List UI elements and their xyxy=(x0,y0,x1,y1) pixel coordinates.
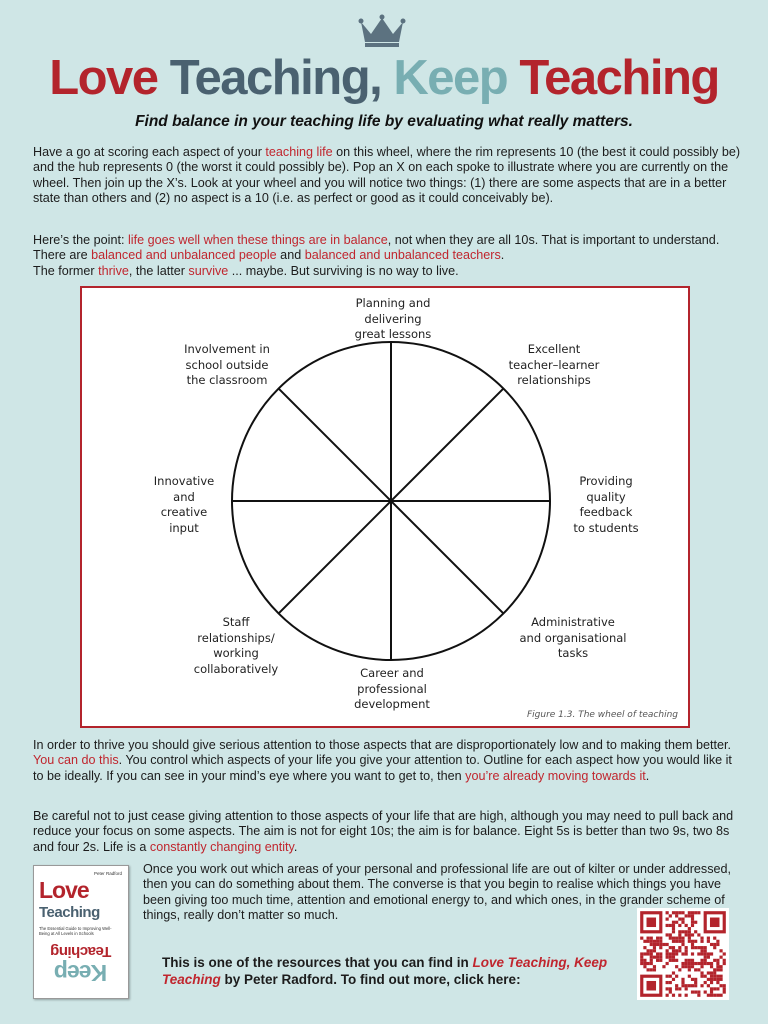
text: This is one of the resources that you can find in xyxy=(162,955,473,970)
book-cover-keep-teaching xyxy=(38,940,124,984)
highlight-you-can-do-this: You can do this xyxy=(33,753,119,768)
book-cover-teaching-2: Teaching xyxy=(50,943,112,960)
highlight-survive: survive xyxy=(188,263,229,278)
book-cover-keep: Keep xyxy=(54,960,108,986)
highlight-balanced-people: balanced and unbalanced people xyxy=(91,248,277,263)
spoke-label-administrative: Administrative and organisational tasks xyxy=(519,615,627,660)
body-paragraph-careful xyxy=(33,809,743,855)
body-paragraph-kilter: Once you work out which areas of your personal and professional life are out of kilter or under addressed, then you can do something about them. The converse is that you begin to realise which things you have been giving too much time, attention and emotional energy to, and which ones, in the grander scheme of things, really don’t matter so much. xyxy=(143,862,732,922)
text: In order to thrive you should give serious attention to those aspects that are disproportionately low and to making them better. xyxy=(33,738,731,752)
title-keep: Keep xyxy=(393,51,508,105)
text: . xyxy=(500,248,505,263)
text: and xyxy=(276,248,305,263)
book-cover-image[interactable] xyxy=(33,865,129,999)
body-paragraph-thrive xyxy=(33,738,743,784)
book-cover-subtitle: The Essential Guide to Improving Well-Being at All Levels in Schools xyxy=(39,926,112,936)
wheel-of-teaching-figure xyxy=(80,286,690,728)
text: , the latter xyxy=(128,263,189,278)
spoke-label-staff: Staff relationships/ working collaboratively xyxy=(193,615,279,676)
book-cover-teaching: Teaching xyxy=(39,904,100,921)
spoke-label-planning: Planning and delivering great lessons xyxy=(354,296,432,341)
highlight-thrive: thrive xyxy=(98,263,129,278)
subtitle: Find balance in your teaching life by evaluating what really matters. xyxy=(135,113,633,130)
text: on this wheel, where the rim represents 10 (the best it could possibly be) and the hub represents 0 (the worst it could possibly be). Pop an X on each spoke to illustrate where you are currently on the wheel. Then join up the X’s. Look at your wheel and you will notice two things: (1) there are some aspects that are in a better state than others and (2) no aspect is a 10 (i.e. as perfect or good as it could conceivably be). xyxy=(33,145,741,205)
book-author: Peter Radford xyxy=(93,871,122,876)
spoke-label-career: Career and professional development xyxy=(354,666,430,711)
wheel-spokes xyxy=(232,342,550,660)
book-title-link[interactable]: Love Teaching, Keep Teaching xyxy=(162,955,608,987)
text: ... maybe. But surviving is no way to live. xyxy=(228,263,459,278)
spoke-label-involvement: Involvement in school outside the classroom xyxy=(184,342,270,387)
resource-link-text[interactable] xyxy=(162,955,632,988)
book-cover-love: Love xyxy=(39,877,89,903)
text: Here’s the point: xyxy=(33,233,128,247)
spoke-label-innovative: Innovative and creative input xyxy=(153,474,215,535)
crown-icon xyxy=(357,14,407,48)
qr-code-icon[interactable] xyxy=(637,908,729,1000)
text: . xyxy=(645,768,650,783)
intro-paragraph-1 xyxy=(33,145,743,206)
highlight-balanced-teachers: balanced and unbalanced teachers xyxy=(304,248,501,263)
text: The former xyxy=(33,263,99,278)
text: . xyxy=(293,839,298,854)
figure-caption: Figure 1.3. The wheel of teaching xyxy=(526,710,678,720)
text: , not when they are all 10s. That is important to understand. There are xyxy=(33,233,720,263)
title-love: Love xyxy=(49,51,158,105)
highlight-balance: life goes well when these things are in balance xyxy=(127,233,388,247)
highlight-teaching-life: teaching life xyxy=(265,145,333,159)
title-teaching: Teaching, xyxy=(169,51,382,105)
title-teaching-2: Teaching xyxy=(519,51,719,105)
spoke-label-feedback: Providing quality feedback to students xyxy=(573,474,639,535)
text: by Peter Radford. To find out more, click here: xyxy=(220,971,521,987)
page-title xyxy=(0,48,768,108)
highlight-moving-towards: you’re already moving towards it xyxy=(465,768,646,783)
text: . You control which aspects of your life you give your attention to. Outline for each aspect how you would like it to be ideally. If you can see in your mind’s eye where you want to get to, then xyxy=(33,753,732,783)
intro-paragraph-2 xyxy=(33,233,743,279)
text: Be careful not to just cease giving attention to those aspects of your life that are high, although you may need to pull back and reduce your focus on some aspects. The aim is not for eight 10s; the aim is for balance. Eight 5s is better than two 9s, two 8s and four 2s. Life is a xyxy=(33,809,734,854)
text: Have a go at scoring each aspect of your xyxy=(33,145,266,159)
spoke-label-relationships: Excellent teacher–learner relationships xyxy=(508,342,600,387)
highlight-changing-entity: constantly changing entity xyxy=(149,839,294,854)
